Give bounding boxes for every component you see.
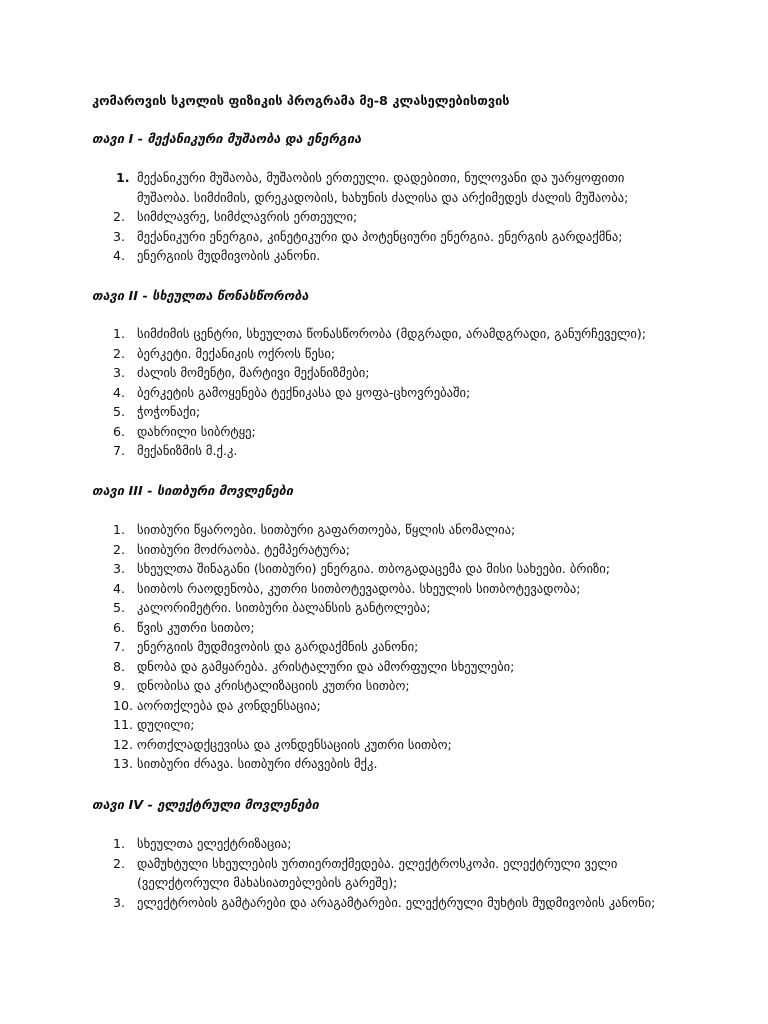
list-item [92,637,692,657]
document-title: კომაროვის სკოლის ფიზიკის პროგრამა მე-8 კლასელებისთვის [92,94,510,109]
section-heading-2: თავი II - სხეულთა წონასწორობა [92,289,309,304]
list-item [92,834,692,854]
list-item [92,676,692,696]
list-item [92,363,692,383]
item-number: 4. [113,248,126,263]
item-number: 6. [113,619,126,635]
item-text: ჭოჭონაქი; [137,404,201,419]
item-text: სითბური მოძრაობა. ტემპერატურა; [137,541,351,557]
item-number: 4. [113,384,126,400]
item-text: მექანიკური მუშაობა, მუშაობის ერთეული. დადებითი, ნულოვანი და უარყოფითი [137,170,625,185]
item-text: ბერკეტი. მექანიკის ოქროს წესი; [137,345,336,361]
item-text: მექანიზმის მ.ქ.კ. [137,443,238,458]
list-item [92,579,692,599]
item-number: 1. [113,836,126,851]
item-number: 8. [113,658,126,674]
item-number: 11. [113,717,134,732]
item-text: ბერკეტის გამოყენება ტექნიკასა და ყოფა-ცხოვრებაში; [137,384,471,400]
item-number: 2. [113,345,126,361]
list-item [92,754,692,774]
section-1-list [92,168,692,266]
list-item [92,715,692,735]
item-number: 3. [113,561,126,576]
list-item [92,441,692,461]
item-number: 7. [113,443,126,458]
item-text: დუღილი; [137,717,195,732]
item-text: კალორიმეტრი. სითბური ბალანსის განტოლება; [137,600,431,615]
section-heading-1: თავი I - მექანიკური მუშაობა და ენერგია [92,132,362,147]
item-text: ენერგიის მუდმივობის კანონი. [137,248,321,263]
item-text: მექანიკური ენერგია, კინეტიკური და პოტენციური ენერგია. ენერგის გარდაქმნა; [137,228,623,244]
item-number: 4. [113,580,126,596]
section-4-list [92,834,692,912]
item-text: სითბური ძრავა. სითბური ძრავების მქკ. [137,756,378,771]
item-text: წვის კუთრი სითბო; [137,619,255,635]
item-number: 5. [113,600,126,615]
list-item [92,324,692,344]
item-text: ორთქლადქცევისა და კონდენსაციის კუთრი სითბო; [137,736,452,752]
item-text: სითბოს რაოდენობა, კუთრი სითბოტევადობა. სხეულის სითბოტევადობა; [137,580,581,596]
list-item [92,207,692,227]
item-number: 2. [113,541,126,557]
item-text: ენერგიის მუდმივობის და გარდაქმნის კანონი; [137,639,419,654]
list-item [92,657,692,677]
item-number: 3. [113,894,126,910]
list-item [92,893,692,913]
item-text: დამუხტული სხეულების ურთიერთქმედება. ელექტროსკოპი. ელექტრული ველი [137,855,618,871]
item-text: დახრილი სიბრტყე; [137,423,256,439]
item-number: 1. [116,170,130,185]
list-item [92,344,692,364]
item-text: სხეულთა შინაგანი (სითბური) ენერგია. თბოგადაცემა და მისი სახეები. ბრიზი; [137,561,611,576]
list-item [92,227,692,247]
item-text: სიმძლავრე, სიმძლავრის ერთეული; [137,209,358,224]
list-item [92,540,692,560]
list-item [92,383,692,403]
section-3-list [92,520,692,774]
list-item [92,402,692,422]
section-2-list [92,324,692,461]
item-text-continued: მუშაობა. სიმძიმის, დრეკადობის, ხახუნის ძალისა და არქიმედეს ძალის მუშაობა; [137,189,629,205]
list-item [92,854,692,893]
item-number: 12. [113,736,134,752]
list-item [92,618,692,638]
list-item [92,735,692,755]
item-text: სიმძიმის ცენტრი, სხეულთა წონასწორობა (მდგრადი, არამდგრადი, განურჩეველი); [137,326,647,341]
item-number: 6. [113,423,126,439]
item-text-continued: (ველქტორული მახასიათებლების გარეშე); [137,875,398,890]
item-number: 2. [113,855,126,871]
item-number: 1. [113,326,126,341]
item-text: ძალის მომენტი, მარტივი მექანიზმები; [137,365,370,380]
item-text: სითბური წყაროები. სითბური გაფართოება, წყლის ანომალია; [137,522,516,537]
item-number: 3. [113,365,126,380]
section-heading-4: თავი IV - ელექტრული მოვლენები [92,798,319,813]
item-number: 9. [113,678,126,693]
section-heading-3: თავი III - სითბური მოვლენები [92,484,294,499]
item-text: დნობა და გამყარება. კრისტალური და ამორფული სხეულები; [137,658,515,674]
list-item [92,168,692,207]
item-text: სხეულთა ელექტრიზაცია; [137,836,292,851]
list-item [92,559,692,579]
item-text: ელექტრობის გამტარები და არაგამტარები. ელექტრული მუხტის მუდმივობის კანონი; [137,894,656,910]
item-number: 1. [113,522,126,537]
list-item [92,246,692,266]
item-number: 5. [113,404,126,419]
item-number: 13. [113,756,134,771]
item-number: 10. [113,697,134,713]
list-item [92,422,692,442]
item-text: აორთქლება და კონდენსაცია; [137,697,321,713]
list-item [92,696,692,716]
item-text: დნობისა და კრისტალიზაციის კუთრი სითბო; [137,678,410,693]
list-item [92,598,692,618]
item-number: 3. [113,228,126,244]
item-number: 7. [113,639,126,654]
item-number: 2. [113,209,126,224]
list-item [92,520,692,540]
